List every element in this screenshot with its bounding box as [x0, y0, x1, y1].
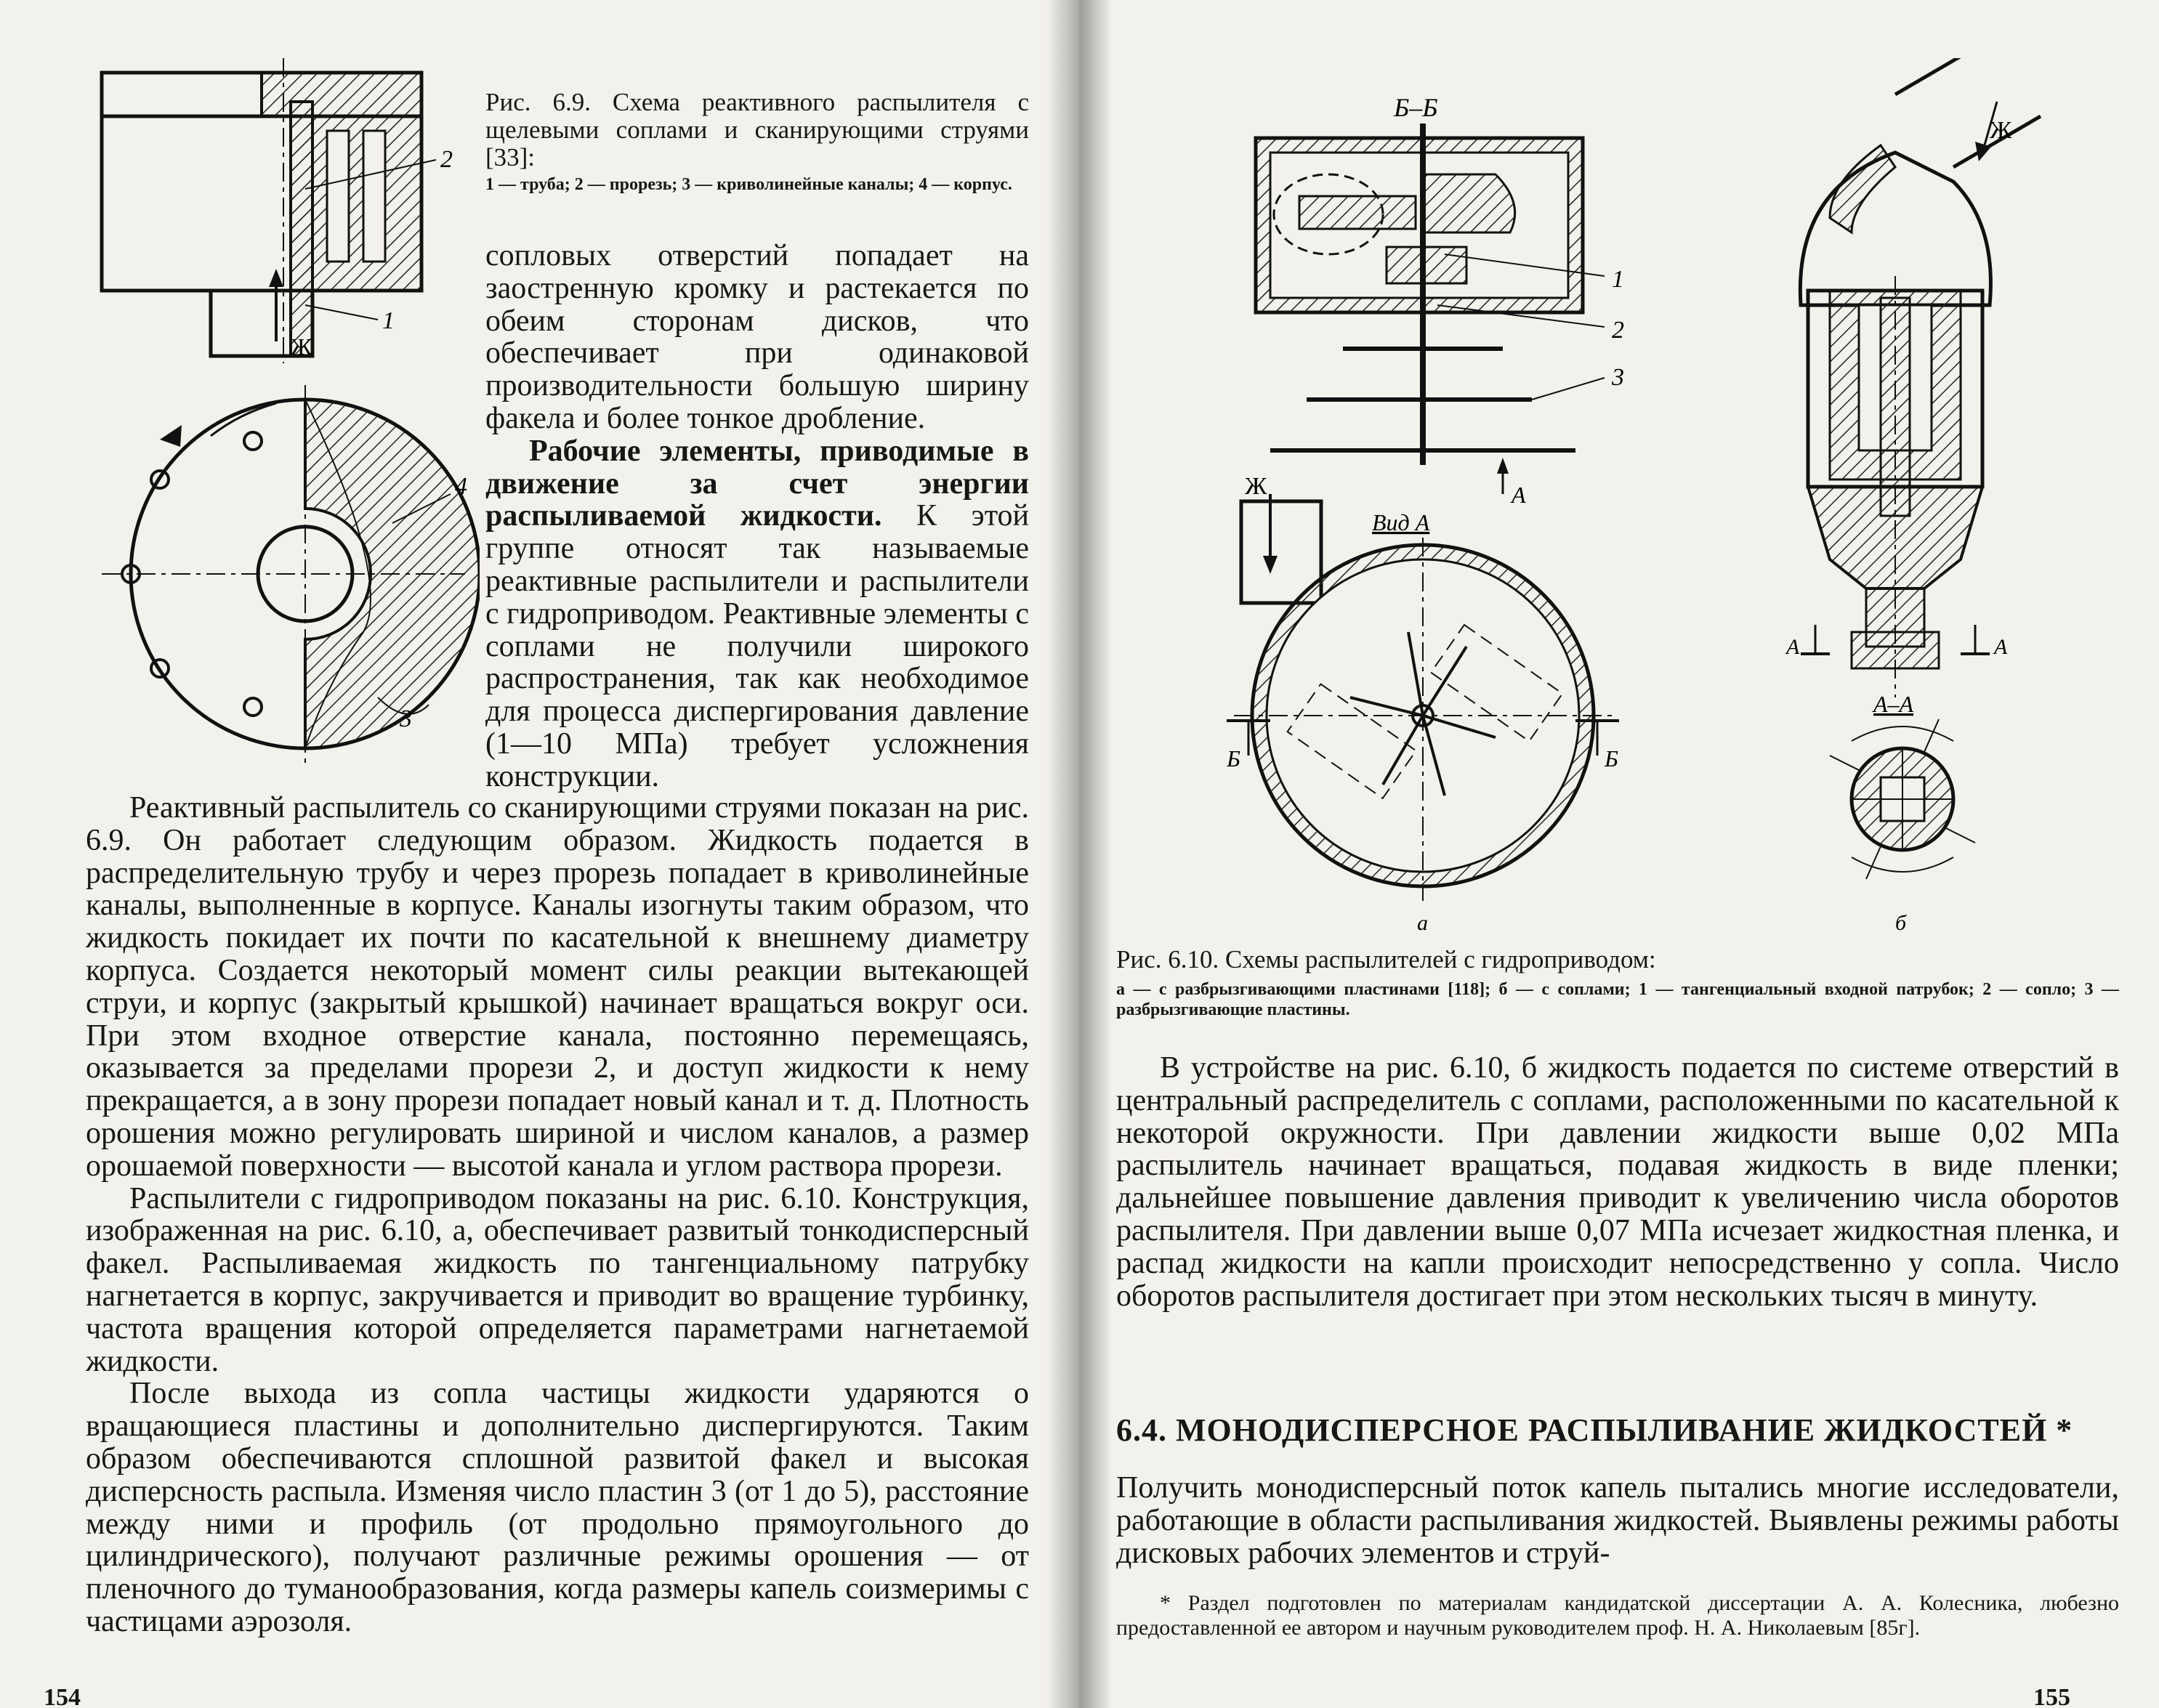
fig-6-10b-body: [1800, 58, 2041, 697]
left-main-text: [86, 792, 1029, 1638]
figure-6-9-drawing: [87, 58, 480, 770]
footnote: * Раздел подготовлен по материалам кандидатской диссертации А. А. Колесника, любезно предоставленной ее автором и научным руководителем проф. Н. А. Николаевым [85г].: [1116, 1591, 2119, 1640]
fig-6-10a-view-label: Вид А: [1372, 509, 1430, 535]
fig-6-10-label-3: 3: [1612, 364, 1624, 391]
fig-6-10a-section: [1256, 124, 1605, 465]
left-paragraph-1: Реактивный распылитель со сканирующими струями показан на рис. 6.9. Он работает следующим образом. Жидкость подается в распределительную трубу и через прорезь попадает в криволинейные каналы, выполненные в корпусе. Каналы изогнуты таким образом, что жидкость покидает их почти по касательной к внешнему диаметру корпуса. Создается некоторый момент силы реакции вытекающей струи, и корпус (закрытый крышкой) начинает вращаться вокруг оси. При этом входное отверстие канала, постоянно перемещаясь, оказывается за пределами прорези 2, и доступ жидкости к нему прекращается, а в зону прорези попадает новый канал и т. д. Плотность орошения можно регулировать шириной и числом каналов, а размер орошаемой поверхности — высотой канала и углом раствора прорези.: [86, 791, 1029, 1183]
fig-6-10-sub-b: б: [1895, 911, 1907, 935]
side-column-text: [485, 240, 1029, 793]
figure-6-10-caption-title: Рис. 6.10. Схемы распылителей с гидроприводом:: [1116, 945, 1656, 974]
fig-6-10a-flow-label: Ж: [1245, 473, 1267, 500]
fig-6-10a-arrow-b-left: Б: [1227, 745, 1240, 772]
fig-6-10b-arrow-a-right: А: [1994, 635, 2008, 659]
section-paragraph: Получить монодисперсный поток капель пытались многие исследователи, работающие в области распыливания жидкостей. Выявлены режимы работы дисковых рабочих элементов и струй-: [1116, 1471, 2119, 1570]
side-paragraph-2-bold: Рабочие элементы, приводимые в движение за счет энергии распыливаемой жидкости.: [485, 434, 1029, 533]
right-main-text: [1116, 1052, 2119, 1312]
right-page: [1074, 0, 2159, 1708]
left-paragraph-2: Распылители с гидроприводом показаны на рис. 6.10. Конструкция, изображенная на рис. 6.10, а, обеспечивает развитый тонкодисперсный факел. Распыливаемая жидкость по тангенциальному патрубку нагнетается в корпус, закручивается и приводит во вращение турбинку, частота вращения которой определяется параметрами нагнетаемой жидкости.: [86, 1181, 1029, 1378]
section-heading: 6.4. МОНОДИСПЕРСНОЕ РАСПЫЛИВАНИЕ ЖИДКОСТЕЙ *: [1116, 1412, 2073, 1448]
book-gutter-shadow: [1046, 0, 1112, 1708]
fig-6-9-label-3: 3: [400, 705, 412, 732]
fig-6-10a-arrow-b-right: Б: [1605, 745, 1618, 772]
fig-6-10-label-2: 2: [1612, 317, 1624, 344]
fig-6-9-label-1: 1: [382, 307, 395, 334]
fig-6-10b-flow-label: Ж: [1990, 117, 2012, 144]
figure-6-9-caption-legend: 1 — труба; 2 — прорезь; 3 — криволинейные каналы; 4 — корпус.: [485, 175, 1012, 194]
fig-6-9-label-4: 4: [455, 473, 467, 500]
fig-6-10a-section-label: Б–Б: [1394, 93, 1438, 122]
side-paragraph-2-rest: К этой группе относят так называемые реактивные распылители и распылители с гидроприводом. Реактивные элементы с соплами не получили широкого распространения, так как необходимое для процесса диспергирования давление (1—10 МПа) требует усложнения конструкции.: [485, 499, 1029, 793]
fig-6-9-plan-view: [102, 385, 480, 763]
section-text: [1116, 1472, 2119, 1569]
figure-6-10-caption-legend: а — с разбрызгивающими пластинами [118]; б — с соплами; 1 — тангенциальный входной патрубок; 2 — сопло; 3 — разбрызгивающие пластины.: [1116, 980, 2119, 1019]
fig-6-10-sub-a: а: [1417, 911, 1428, 935]
fig-6-10b-section-label: А–А: [1873, 691, 1914, 717]
figure-6-10-drawing: [1227, 58, 2142, 944]
right-paragraph-1: В устройстве на рис. 6.10, б жидкость подается по системе отверстий в центральный распределитель с соплами, расположенными по касательной к некоторой окружности. При давлении жидкости выше 0,02 МПа распылитель начинает вращаться, подавая жидкость в виде пленки; дальнейшее повышение давления приводит к увеличению числа оборотов распылителя. При давлении выше 0,07 МПа исчезает жидкостная пленка, и распад жидкости на капли происходит непосредственно у сопла. Число оборотов распылителя достигает при этом нескольких тысяч в минуту.: [1116, 1051, 2119, 1313]
fig-6-10-label-1: 1: [1612, 266, 1624, 293]
left-paragraph-3: После выхода из сопла частицы жидкости ударяются о вращающиеся пластины и дополнительно диспергируются. Таким образом обеспечиваются сплошной развитой факел и высокая дисперсность распыла. Изменяя число пластин 3 (от 1 до 5), расстояние между ними и профиль (от продольно прямоугольного до цилиндрического), получают различные режимы орошения — от пленочного до туманообразования, когда размеры капель соизмеримы с частицами аэрозоля.: [86, 1377, 1029, 1638]
fig-6-9-label-2: 2: [440, 146, 453, 173]
figure-6-9-caption-title: Рис. 6.9. Схема реактивного распылителя с щелевыми соплами и сканирующими струями [33]:: [485, 88, 1029, 171]
fig-6-10b-section-aa: [1830, 719, 1975, 879]
left-page: [0, 0, 1074, 1708]
left-page-number: 154: [44, 1684, 81, 1708]
side-paragraph-2: [485, 435, 1029, 793]
side-paragraph-1: сопловых отверстий попадает на заостренную кромку и растекается по обеим сторонам дисков, что обеспечивает при одинаковой производительности большую ширину факела и более тонкое дробление.: [485, 239, 1029, 435]
fig-6-9-flow-label: Ж: [291, 333, 312, 360]
fig-6-10b-arrow-a-left: А: [1786, 635, 1800, 659]
fig-6-10a-arrow-a: А: [1512, 482, 1526, 508]
right-page-number: 155: [2033, 1684, 2070, 1708]
